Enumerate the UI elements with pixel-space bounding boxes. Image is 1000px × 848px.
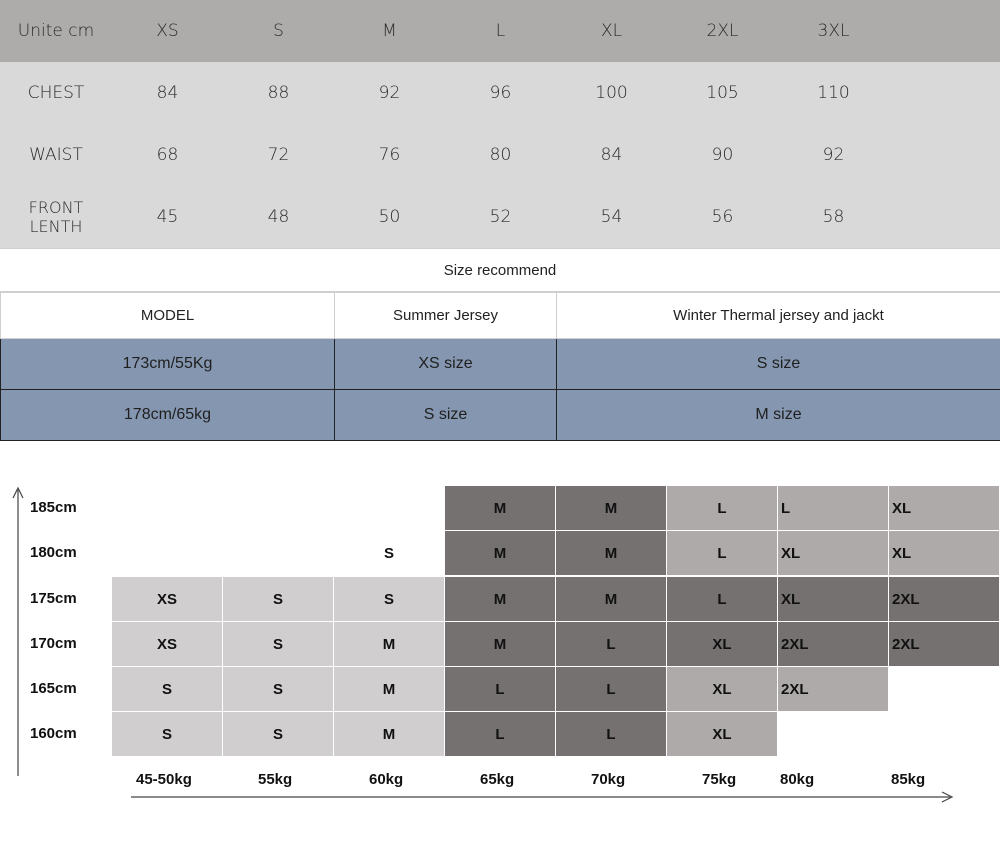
fit-cell: M: [445, 577, 555, 621]
recommend-winter-size: M size: [557, 390, 1000, 441]
fit-cell: M: [334, 712, 444, 756]
table-cell: 54: [556, 186, 667, 248]
height-label: 160cm: [30, 725, 77, 742]
table-cell: 80: [445, 124, 556, 186]
fit-cell: S: [223, 577, 333, 621]
table-row-front-length: [0, 186, 1000, 248]
table-cell: 92: [778, 124, 889, 186]
height-label: 170cm: [30, 635, 77, 652]
fit-cell: S: [112, 667, 222, 711]
table-cell-empty: [889, 124, 1000, 186]
fit-cell: XL: [889, 486, 999, 530]
table-cell: 72: [223, 124, 334, 186]
recommend-summer-size: S size: [335, 390, 557, 441]
weight-label: 65kg: [480, 771, 515, 788]
fit-cell: XL: [667, 667, 777, 711]
size-table-header: [0, 0, 1000, 62]
row-label: WAIST: [0, 124, 112, 186]
recommend-header-winter: Winter Thermal jersey and jackt: [557, 293, 1000, 339]
header-size: M: [334, 0, 445, 62]
fit-cell: S: [223, 622, 333, 666]
weight-label: 85kg: [891, 771, 926, 788]
fit-cell: XL: [667, 712, 777, 756]
fit-cell: S: [112, 712, 222, 756]
fit-cell: L: [556, 712, 666, 756]
recommend-summer-size: XS size: [335, 339, 557, 390]
fit-cell: L: [667, 531, 777, 575]
fit-cell: M: [445, 531, 555, 575]
header-size: 2XL: [667, 0, 778, 62]
recommend-row: [1, 339, 1000, 390]
table-cell: 100: [556, 62, 667, 124]
table-cell: 45: [112, 186, 223, 248]
fit-cell: XS: [112, 622, 222, 666]
height-label: 175cm: [30, 590, 77, 607]
table-cell: 84: [112, 62, 223, 124]
fit-cell: L: [667, 486, 777, 530]
header-unit: Unite cm: [0, 0, 112, 62]
recommend-header-summer: Summer Jersey: [335, 293, 557, 339]
table-cell: 56: [667, 186, 778, 248]
table-cell: 110: [778, 62, 889, 124]
table-cell: 88: [223, 62, 334, 124]
fit-cell: 2XL: [889, 622, 999, 666]
fit-cell: S: [334, 577, 444, 621]
table-cell: 92: [334, 62, 445, 124]
row-label: CHEST: [0, 62, 112, 124]
recommend-header-model: MODEL: [1, 293, 335, 339]
fit-cell: 2XL: [889, 577, 999, 621]
header-empty: [889, 0, 1000, 62]
fit-cell: M: [556, 577, 666, 621]
recommend-header: [1, 293, 1000, 339]
fit-cell: M: [445, 622, 555, 666]
weight-label: 80kg: [780, 771, 815, 788]
recommend-title: Size recommend: [0, 248, 1000, 292]
table-cell: 58: [778, 186, 889, 248]
recommend-table: [0, 292, 1000, 441]
height-label: 180cm: [30, 544, 77, 561]
fit-cell: L: [556, 622, 666, 666]
recommend-model: 173cm/55Kg: [1, 339, 335, 390]
header-size: 3XL: [778, 0, 889, 62]
fit-cell: XL: [667, 622, 777, 666]
table-row-waist: [0, 124, 1000, 186]
fit-cell: L: [445, 712, 555, 756]
weight-label: 60kg: [369, 771, 404, 788]
recommend-winter-size: S size: [557, 339, 1000, 390]
fit-cell: L: [556, 667, 666, 711]
weight-label: 75kg: [702, 771, 737, 788]
height-label: 185cm: [30, 499, 77, 516]
fit-cell: 2XL: [778, 667, 888, 711]
fit-cell: L: [778, 486, 888, 530]
fit-cell: XL: [778, 531, 888, 575]
header-size: L: [445, 0, 556, 62]
recommend-row: [1, 390, 1000, 441]
table-cell-empty: [889, 186, 1000, 248]
fit-cell: S: [223, 712, 333, 756]
height-label: 165cm: [30, 680, 77, 697]
size-table: [0, 0, 1000, 248]
table-cell: 52: [445, 186, 556, 248]
fit-cell: M: [334, 667, 444, 711]
table-cell: 50: [334, 186, 445, 248]
table-cell: 68: [112, 124, 223, 186]
table-cell: 90: [667, 124, 778, 186]
fit-cell: S: [223, 667, 333, 711]
fit-cell: XS: [112, 577, 222, 621]
table-cell: 96: [445, 62, 556, 124]
header-size: XS: [112, 0, 223, 62]
fit-cell: XL: [778, 577, 888, 621]
table-cell: 48: [223, 186, 334, 248]
recommend-model: 178cm/65kg: [1, 390, 335, 441]
fit-cell: 2XL: [778, 622, 888, 666]
header-size: S: [223, 0, 334, 62]
header-size: XL: [556, 0, 667, 62]
table-cell: 105: [667, 62, 778, 124]
fit-cell: L: [445, 667, 555, 711]
fit-cell: XL: [889, 531, 999, 575]
table-cell: 84: [556, 124, 667, 186]
weight-label: 55kg: [258, 771, 293, 788]
table-cell-empty: [889, 62, 1000, 124]
table-row-chest: [0, 62, 1000, 124]
row-label: FRONT LENTH: [0, 186, 112, 248]
fit-cell: L: [667, 577, 777, 621]
weight-label: 70kg: [591, 771, 626, 788]
weight-label: 45-50kg: [136, 771, 192, 788]
fit-cell: M: [556, 486, 666, 530]
table-cell: 76: [334, 124, 445, 186]
fit-cell: M: [556, 531, 666, 575]
fit-cell: M: [445, 486, 555, 530]
fit-cell: S: [383, 544, 394, 562]
fit-cell: M: [334, 622, 444, 666]
